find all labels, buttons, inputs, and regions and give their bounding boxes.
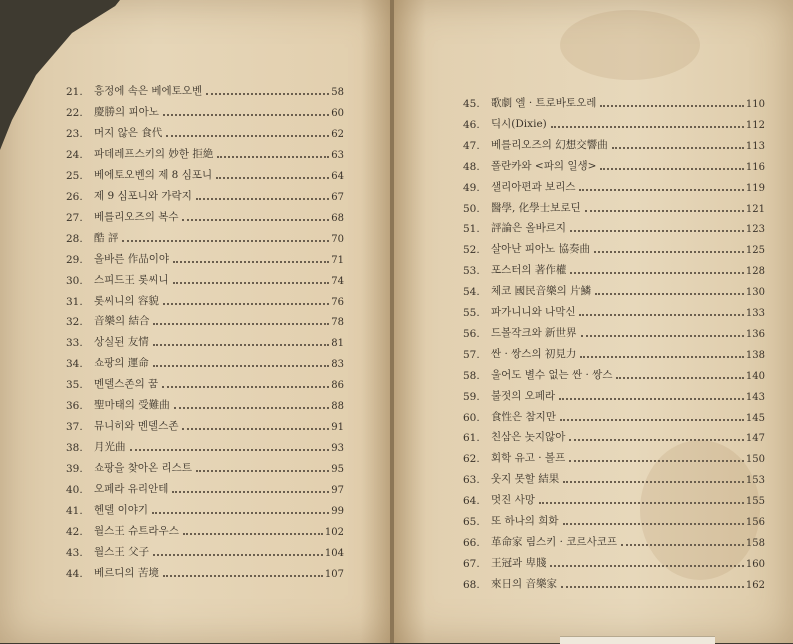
dot-leader xyxy=(162,385,329,388)
entry-page-number: 162 xyxy=(745,579,765,591)
toc-entry xyxy=(463,280,765,298)
entry-page-number: 133 xyxy=(745,308,765,319)
entry-title: 革命家 림스키 · 코르사코프 xyxy=(491,535,617,548)
entry-title: 오페라 유리안테 xyxy=(94,483,169,496)
entry-title: 來日의 音樂家 xyxy=(491,577,557,590)
dot-leader xyxy=(539,501,744,504)
entry-number: 58. xyxy=(463,369,480,382)
toc-entry xyxy=(66,415,344,433)
toc-entry xyxy=(463,134,765,152)
entry-title: 王冠과 卑賤 xyxy=(491,556,547,569)
entry-page-number: 125 xyxy=(745,245,765,257)
toc-entry xyxy=(66,143,344,161)
dot-leader xyxy=(152,511,329,514)
entry-page-number: 143 xyxy=(745,391,765,403)
dot-leader xyxy=(196,197,329,200)
entry-number: 38. xyxy=(66,442,83,455)
entry-number: 54. xyxy=(463,286,480,299)
toc-entry xyxy=(463,113,765,131)
entry-page-number: 150 xyxy=(745,454,765,466)
entry-number: 49. xyxy=(463,181,480,194)
entry-number: 53. xyxy=(463,265,480,278)
entry-page-number: 136 xyxy=(745,328,765,340)
entry-number: 61. xyxy=(463,432,480,445)
toc-entry xyxy=(463,447,765,465)
entry-number: 68. xyxy=(463,578,480,591)
entry-page-number: 156 xyxy=(745,517,765,528)
entry-page-number: 83 xyxy=(331,359,344,371)
toc-entry xyxy=(463,92,765,110)
toc-entry xyxy=(66,352,344,370)
entry-page-number: 121 xyxy=(745,203,765,215)
entry-number: 46. xyxy=(463,118,480,131)
entry-title: 상실된 友情 xyxy=(94,336,149,349)
entry-page-number: 147 xyxy=(745,433,765,445)
entry-page-number: 104 xyxy=(324,547,344,559)
dot-leader xyxy=(173,281,330,284)
dot-leader xyxy=(570,229,744,232)
entry-number: 47. xyxy=(463,139,480,152)
toc-entry xyxy=(463,489,765,507)
entry-page-number: 88 xyxy=(331,401,344,413)
entry-number: 36. xyxy=(66,400,83,413)
entry-number: 22. xyxy=(66,106,83,119)
entry-number: 50. xyxy=(463,202,480,215)
dot-leader xyxy=(153,322,329,325)
toc-entry xyxy=(66,541,344,559)
dot-leader xyxy=(153,343,329,346)
dot-leader xyxy=(182,427,329,430)
dot-leader xyxy=(561,585,744,588)
entry-number: 41. xyxy=(66,505,83,517)
entry-title: 샐리아편과 보리스 xyxy=(491,180,576,193)
toc-entry xyxy=(66,164,344,182)
toc-entry xyxy=(463,176,765,194)
entry-title: 멘델스존의 꿈 xyxy=(94,378,159,391)
toc-entry xyxy=(66,248,344,266)
toc-entry xyxy=(463,468,765,486)
entry-page-number: 99 xyxy=(331,506,344,517)
dot-leader xyxy=(206,92,329,95)
entry-number: 42. xyxy=(66,525,83,538)
entry-title: 싼 · 쌍스의 初見力 xyxy=(491,347,577,360)
entry-title: 월스王 슈트라우스 xyxy=(94,524,179,537)
entry-title: 慶勝의 피아노 xyxy=(94,105,159,118)
dot-leader xyxy=(579,188,743,191)
dot-leader xyxy=(130,448,330,451)
entry-page-number: 71 xyxy=(331,254,344,266)
dot-leader xyxy=(563,480,744,483)
entry-number: 45. xyxy=(463,98,480,110)
dot-leader xyxy=(174,406,329,409)
entry-number: 35. xyxy=(66,379,83,392)
dot-leader xyxy=(550,564,743,567)
dot-leader xyxy=(153,553,323,556)
toc-entry xyxy=(463,301,765,319)
toc-entry xyxy=(66,436,344,454)
entry-number: 65. xyxy=(463,516,480,528)
entry-title: 체코 國民音樂의 片鱗 xyxy=(491,285,592,298)
entry-title: 쇼팡을 찾아온 리스트 xyxy=(94,462,192,475)
entry-title: 評論은 올바르지 xyxy=(491,222,567,235)
entry-title: 歌劇 엘 · 트로바토오레 xyxy=(491,97,597,109)
entry-title: 쇼팡의 運命 xyxy=(94,357,149,370)
entry-title: 머지 않은 食代 xyxy=(94,126,163,139)
dot-leader xyxy=(122,239,329,242)
entry-title: 베를리오즈의 복수 xyxy=(94,210,179,223)
toc-entry xyxy=(463,197,765,215)
entry-title: 베르디의 苦境 xyxy=(94,566,159,579)
entry-title: 뮤니히와 멘델스존 xyxy=(94,420,179,433)
dot-leader xyxy=(580,355,743,358)
entry-page-number: 160 xyxy=(745,558,765,570)
entry-title: 멋진 사망 xyxy=(491,494,535,507)
dot-leader xyxy=(173,260,329,263)
toc-entry xyxy=(463,531,765,549)
toc-entry xyxy=(66,562,344,580)
toc-entry xyxy=(66,206,344,224)
entry-page-number: 128 xyxy=(745,266,765,278)
entry-page-number: 97 xyxy=(331,485,344,497)
dot-leader xyxy=(563,522,744,525)
toc-entry xyxy=(66,122,344,140)
dot-leader xyxy=(153,364,329,367)
entry-number: 37. xyxy=(66,421,83,434)
dot-leader xyxy=(163,574,323,577)
entry-number: 43. xyxy=(66,546,83,559)
entry-number: 48. xyxy=(463,160,480,173)
entry-page-number: 153 xyxy=(745,475,765,487)
entry-page-number: 74 xyxy=(331,275,344,287)
entry-page-number: 95 xyxy=(331,464,344,476)
entry-number: 25. xyxy=(66,169,83,182)
entry-title: 베에토오벤의 제 8 심포니 xyxy=(94,168,213,181)
dot-leader xyxy=(570,271,743,274)
entry-title: 스피드王 롯씨니 xyxy=(94,273,169,286)
dot-leader xyxy=(551,125,744,128)
entry-page-number: 116 xyxy=(745,161,765,173)
toc-entry xyxy=(66,373,344,391)
entry-page-number: 67 xyxy=(331,191,344,203)
entry-title: 월스王 父子 xyxy=(94,545,150,558)
entry-title: 제 9 심포니와 가락지 xyxy=(94,189,192,202)
toc-entry xyxy=(463,259,765,277)
entry-title: 불젓의 오페라 xyxy=(491,389,556,402)
entry-number: 62. xyxy=(463,453,480,466)
dot-leader xyxy=(581,334,744,337)
dot-leader xyxy=(569,438,744,441)
entry-title: 포스터의 著作權 xyxy=(491,264,567,277)
entry-page-number: 130 xyxy=(745,287,765,299)
entry-page-number: 113 xyxy=(745,140,765,152)
entry-number: 26. xyxy=(66,190,83,203)
entry-title: 音樂의 結合 xyxy=(94,315,150,328)
dot-leader xyxy=(569,459,744,462)
entry-number: 39. xyxy=(66,463,83,476)
entry-number: 67. xyxy=(463,557,480,570)
dot-leader xyxy=(560,418,744,421)
entry-title: 폴란카와 <파의 일생> xyxy=(491,159,597,172)
entry-number: 56. xyxy=(463,327,480,340)
entry-title: 醫學, 化學士보로딘 xyxy=(491,201,581,214)
dot-leader xyxy=(163,302,329,305)
entry-number: 59. xyxy=(463,390,480,403)
entry-number: 27. xyxy=(66,211,83,224)
entry-number: 29. xyxy=(66,253,83,266)
dot-leader xyxy=(600,167,743,170)
entry-number: 57. xyxy=(463,348,480,361)
entry-title: 酷 評 xyxy=(94,231,119,244)
dot-leader xyxy=(172,490,329,493)
dot-leader xyxy=(182,218,329,221)
entry-page-number: 102 xyxy=(324,526,344,538)
toc-entry xyxy=(463,343,765,361)
entry-page-number: 91 xyxy=(331,422,344,434)
entry-title: 흥정에 속은 베에토오벤 xyxy=(94,85,203,97)
dot-leader xyxy=(163,113,329,116)
entry-title: 드볼작크와 新世界 xyxy=(491,326,577,339)
toc-entry xyxy=(463,552,765,570)
entry-title: 웃지 못할 結果 xyxy=(491,473,560,486)
entry-title: 聖마태의 受難曲 xyxy=(94,399,170,412)
entry-title: 롯씨니의 容貌 xyxy=(94,294,159,307)
toc-entry xyxy=(66,80,344,98)
entry-number: 63. xyxy=(463,474,480,487)
entry-page-number: 155 xyxy=(745,496,765,508)
dot-leader xyxy=(600,104,744,107)
entry-number: 44. xyxy=(66,567,83,580)
entry-page-number: 93 xyxy=(331,443,344,455)
entry-page-number: 86 xyxy=(331,380,344,392)
toc-entry xyxy=(66,101,344,119)
toc-entry xyxy=(66,457,344,475)
entry-page-number: 62 xyxy=(331,128,344,140)
entry-page-number: 107 xyxy=(324,568,344,580)
toc-entry xyxy=(463,385,765,403)
entry-number: 64. xyxy=(463,495,480,508)
entry-page-number: 68 xyxy=(331,212,344,224)
entry-page-number: 81 xyxy=(331,338,344,350)
dot-leader xyxy=(216,176,329,179)
toc-entry xyxy=(463,238,765,256)
entry-number: 21. xyxy=(66,86,83,98)
toc-entry xyxy=(463,217,765,235)
toc-entry xyxy=(463,510,765,528)
entry-number: 31. xyxy=(66,295,83,308)
entry-page-number: 119 xyxy=(745,182,765,194)
toc-entry xyxy=(463,406,765,424)
entry-title: 딕시(Dixie) xyxy=(491,117,547,130)
entry-page-number: 63 xyxy=(331,149,344,161)
entry-page-number: 76 xyxy=(331,296,344,308)
entry-title: 또 하나의 희화 xyxy=(491,515,559,527)
entry-number: 52. xyxy=(463,244,480,257)
toc-entry xyxy=(66,394,344,412)
dot-leader xyxy=(579,313,743,316)
entry-page-number: 158 xyxy=(745,537,765,549)
toc-entry xyxy=(463,364,765,382)
toc-entry xyxy=(66,331,344,349)
dot-leader xyxy=(196,469,329,472)
toc-entry xyxy=(66,269,344,287)
entry-page-number: 64 xyxy=(331,170,344,182)
toc-entry xyxy=(66,310,344,328)
entry-number: 32. xyxy=(66,316,83,329)
dot-leader xyxy=(612,146,744,149)
dot-leader xyxy=(183,532,323,535)
entry-number: 34. xyxy=(66,358,83,371)
entry-number: 24. xyxy=(66,148,83,161)
entry-page-number: 78 xyxy=(331,317,344,329)
entry-page-number: 70 xyxy=(331,233,344,245)
toc-entry xyxy=(66,290,344,308)
entry-number: 40. xyxy=(66,484,83,497)
toc-entry xyxy=(463,322,765,340)
entry-title: 베를리오즈의 幻想交響曲 xyxy=(491,138,608,151)
dot-leader xyxy=(621,543,744,546)
toc-entry xyxy=(66,520,344,538)
dot-leader xyxy=(595,292,744,295)
entry-title: 올바른 作品이야 xyxy=(94,252,170,265)
toc-entry xyxy=(66,478,344,496)
toc-entry xyxy=(66,499,344,517)
entry-page-number: 123 xyxy=(745,224,765,236)
entry-page-number: 145 xyxy=(745,412,765,424)
entry-title: 회학 유고 · 볼프 xyxy=(491,452,566,465)
entry-number: 30. xyxy=(66,274,83,287)
entry-number: 33. xyxy=(66,337,83,350)
entry-title: 月光曲 xyxy=(94,441,126,454)
dot-leader xyxy=(594,250,744,253)
entry-number: 28. xyxy=(66,232,83,245)
entry-number: 51. xyxy=(463,223,480,236)
toc-entry xyxy=(463,155,765,173)
dot-leader xyxy=(559,397,744,400)
entry-number: 55. xyxy=(463,307,480,319)
entry-page-number: 138 xyxy=(745,349,765,361)
entry-title: 헨델 이야기 xyxy=(94,504,149,516)
entry-title: 울어도 별수 없는 싼 · 쌍스 xyxy=(491,368,613,381)
toc-entry xyxy=(463,426,765,444)
entry-title: 파가니니와 나막신 xyxy=(491,306,576,318)
entry-number: 60. xyxy=(463,411,480,424)
toc-entry xyxy=(66,185,344,203)
entry-title: 食性은 참지만 xyxy=(491,410,556,423)
dot-leader xyxy=(217,155,329,158)
entry-page-number: 112 xyxy=(745,119,765,131)
paper-stain xyxy=(560,10,700,80)
entry-page-number: 58 xyxy=(331,87,344,98)
entry-number: 23. xyxy=(66,127,83,140)
entry-title: 파데레프스키의 妙한 拒絶 xyxy=(94,147,214,160)
entry-page-number: 60 xyxy=(331,107,344,119)
entry-number: 66. xyxy=(463,536,480,549)
entry-title: 살아난 피아노 協奏曲 xyxy=(491,243,591,256)
entry-page-number: 140 xyxy=(745,370,765,382)
dot-leader xyxy=(166,134,329,137)
dot-leader xyxy=(585,209,744,212)
entry-title: 친삼은 놋지않아 xyxy=(491,431,566,444)
dot-leader xyxy=(616,376,743,379)
toc-entry xyxy=(66,227,344,245)
entry-page-number: 110 xyxy=(745,99,765,110)
toc-entry xyxy=(463,573,765,591)
